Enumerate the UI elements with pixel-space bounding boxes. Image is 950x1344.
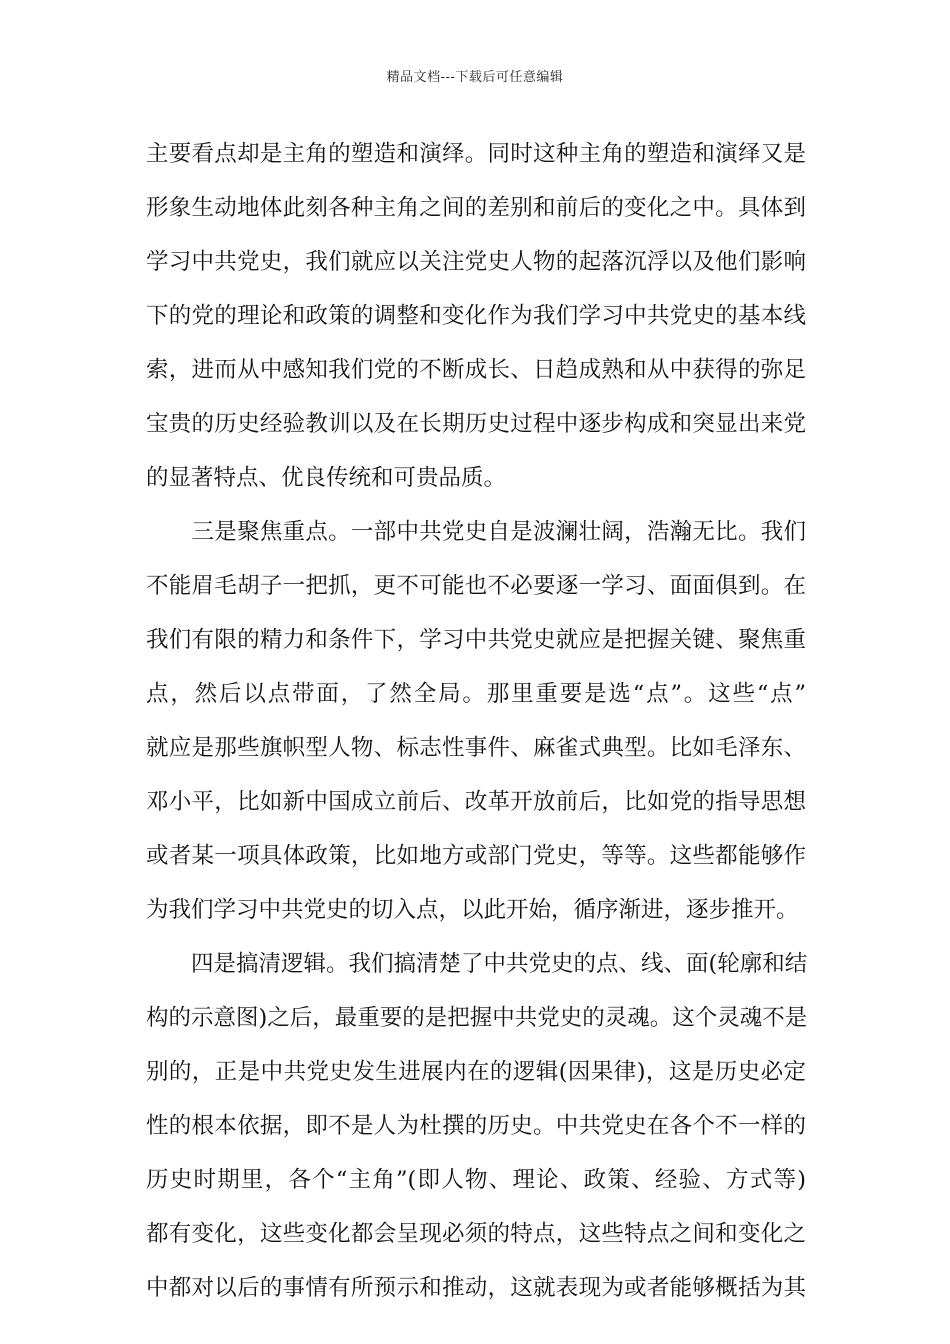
text-line: 四是搞清逻辑。我们搞清楚了中共党史的点、线、面(轮廓和结	[146, 951, 808, 977]
text-line: 邓小平，比如新中国成立前后、改革开放前后，比如党的指导思想	[146, 789, 806, 815]
body-text	[146, 132, 806, 1320]
text-line: 宝贵的历史经验教训以及在长期历史过程中逐步构成和突显出来党	[146, 411, 806, 437]
text-line: 或者某一项具体政策，比如地方或部门党史，等等。这些都能够作	[146, 843, 806, 869]
text-line: 主要看点却是主角的塑造和演绎。同时这种主角的塑造和演绎又是	[146, 141, 806, 167]
text-line: 形象生动地体此刻各种主角之间的差别和前后的变化之中。具体到	[146, 195, 806, 221]
text-line: 别的，正是中共党史发生进展内在的逻辑(因果律)，这是历史必定	[146, 1059, 806, 1085]
text-line: 的显著特点、优良传统和可贵品质。	[146, 465, 507, 491]
text-line: 索，进而从中感知我们党的不断成长、日趋成熟和从中获得的弥足	[146, 357, 806, 383]
text-line: 中都对以后的事情有所预示和推动，这就表现为或者能够概括为其	[146, 1275, 806, 1301]
paragraph-3	[146, 942, 806, 1320]
text-line: 构的示意图)之后，最重要的是把握中共党史的灵魂。这个灵魂不是	[146, 1005, 808, 1031]
paragraph-1	[146, 132, 806, 510]
text-line: 不能眉毛胡子一把抓，更不可能也不必要逐一学习、面面俱到。在	[146, 573, 806, 599]
text-line: 都有变化，这些变化都会呈现必须的特点，这些特点之间和变化之	[146, 1221, 806, 1247]
paragraph-2	[146, 510, 806, 942]
text-line: 点，然后以点带面，了然全局。那里重要是选“点”。这些“点”	[146, 681, 806, 707]
text-line: 下的党的理论和政策的调整和变化作为我们学习中共党史的基本线	[146, 303, 806, 329]
text-line: 历史时期里，各个“主角”(即人物、理论、政策、经验、方式等)	[146, 1167, 806, 1193]
text-line: 为我们学习中共党史的切入点，以此开始，循序渐进，逐步推开。	[146, 897, 799, 923]
text-line: 性的根本依据，即不是人为杜撰的历史。中共党史在各个不一样的	[146, 1113, 806, 1139]
text-line: 三是聚焦重点。一部中共党史自是波澜壮阔，浩瀚无比。我们	[146, 519, 806, 545]
text-line: 学习中共党史，我们就应以关注党史人物的起落沉浮以及他们影响	[146, 249, 806, 275]
page-header: 精品文档---下载后可任意编辑	[386, 70, 564, 85]
text-line: 就应是那些旗帜型人物、标志性事件、麻雀式典型。比如毛泽东、	[146, 735, 806, 761]
text-line: 我们有限的精力和条件下，学习中共党史就应是把握关键、聚焦重	[146, 627, 806, 653]
